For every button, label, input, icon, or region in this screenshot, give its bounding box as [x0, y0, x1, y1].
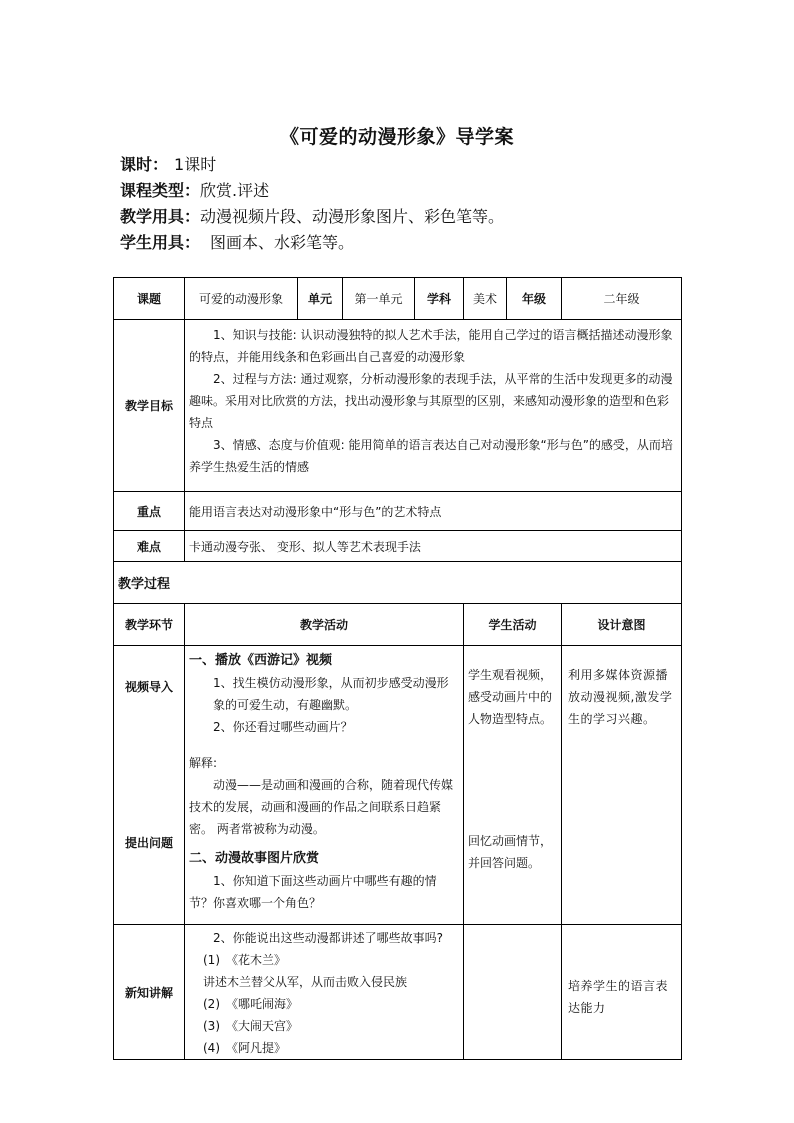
goals-row	[114, 320, 682, 492]
column-header-row	[114, 604, 682, 646]
meta-class-hours	[120, 155, 216, 175]
col-student-activity: 学生活动	[464, 604, 562, 646]
goal-knowledge: 1、知识与技能: 认识动漫独特的拟人艺术手法，能用自己学过的语言概括描述动漫形象的特点，并能用线条和色彩画出自己喜爱的动漫形象	[189, 328, 673, 364]
meta-value: 动漫视频片段、动漫形象图片、彩色笔等。	[200, 207, 505, 226]
activity-line: 1、你知道下面这些动画片中哪些有趣的情节？你喜欢哪一个角色？	[189, 874, 437, 910]
design-intent-cell-2	[562, 925, 682, 1060]
label-goals: 教学目标	[114, 320, 185, 492]
key-row	[114, 492, 682, 531]
student-activity-1: 学生观看视频，感受动画片中的人物造型特点。	[468, 668, 553, 726]
label-unit: 单元	[298, 278, 343, 320]
header-row	[114, 278, 682, 320]
label-grade: 年级	[507, 278, 562, 320]
topic-value: 可爱的动漫形象	[185, 278, 298, 320]
activity-line: 2、你能说出这些动漫都讲述了哪些故事吗?	[213, 931, 444, 945]
design-intent-2: 培养学生的语言表达能力	[568, 979, 669, 1015]
meta-value: 欣赏.评述	[200, 181, 270, 200]
col-stage: 教学环节	[114, 604, 185, 646]
meta-course-type	[120, 181, 269, 201]
student-activity-cell-1	[464, 646, 562, 925]
activity-line: 1、找生模仿动漫形象，从而初步感受动漫形象的可爱生动，有趣幽默。	[213, 676, 449, 712]
student-activity-2: 回忆动画情节，并回答问题。	[468, 834, 553, 870]
activity-content-2	[185, 925, 464, 1060]
goals-content	[185, 320, 682, 492]
meta-student-tools	[120, 233, 354, 253]
story-description: 讲述木兰替父从军，从而击败入侵民族	[203, 975, 408, 989]
meta-label: 教学用具：	[120, 207, 201, 226]
stage-video-intro: 视频导入	[124, 680, 173, 694]
student-activity-cell-2	[464, 925, 562, 1060]
activity-content-1	[185, 646, 464, 925]
activity-heading-1: 一、播放《西游记》视频	[189, 653, 333, 668]
label-topic: 课题	[114, 278, 185, 320]
lesson-plan-table	[113, 277, 682, 1060]
meta-label: 学生用具：	[120, 233, 201, 252]
goal-process: 2、过程与方法: 通过观察，分析动漫形象的表现手法，从平常的生活中发现更多的动漫趣味。采用对比欣赏的方法，找出动漫形象与其原型的区别，来感知动漫形象的造型和色彩特点	[189, 372, 673, 430]
label-key: 重点	[114, 492, 185, 531]
label-process: 教学过程	[114, 562, 682, 604]
activity-line: 动漫——是动画和漫画的合称，随着现代传媒技术的发展，动画和漫画的作品之间联系日趋紧密。 两者常被称为动漫。	[189, 778, 454, 836]
meta-label: 课时：	[120, 155, 169, 174]
difficulty-row	[114, 531, 682, 562]
col-teaching-activity: 教学活动	[185, 604, 464, 646]
label-difficulty: 难点	[114, 531, 185, 562]
goal-attitude: 3、情感、态度与价值观: 能用简单的语言表达自己对动漫形象“形与色”的感受，从而培养学生热爱生活的情感	[189, 438, 673, 474]
stage-cell-1	[114, 646, 185, 925]
activity-row-2	[114, 925, 682, 1060]
story-item: (2) 《哪吒闹海》	[203, 997, 298, 1011]
story-item: (3) 《大闹天宫》	[203, 1019, 298, 1033]
meta-teaching-tools	[120, 207, 504, 227]
activity-line: 解释:	[189, 756, 218, 770]
activity-line: 2、你还看过哪些动画片？	[213, 720, 353, 734]
unit-value: 第一单元	[343, 278, 415, 320]
label-subject: 学科	[415, 278, 464, 320]
meta-label: 课程类型：	[120, 181, 201, 200]
design-intent-1: 利用多媒体资源播放动漫视频,激发学生的学习兴趣。	[568, 668, 673, 726]
subject-value: 美术	[464, 278, 507, 320]
process-row	[114, 562, 682, 604]
activity-heading-2: 二、动漫故事图片欣赏	[189, 851, 320, 866]
story-item: (4) 《阿凡提》	[203, 1041, 286, 1055]
stage-questions: 提出问题	[124, 836, 173, 850]
grade-value: 二年级	[562, 278, 682, 320]
stage-new-knowledge: 新知讲解	[114, 925, 185, 1060]
col-design-intent: 设计意图	[562, 604, 682, 646]
meta-value: 1课时	[174, 155, 217, 174]
difficulty-content: 卡通动漫夸张、 变形、拟人等艺术表现手法	[185, 531, 682, 562]
design-intent-cell-1	[562, 646, 682, 925]
key-content: 能用语言表达对动漫形象中“形与色”的艺术特点	[185, 492, 682, 531]
document-title: 《可爱的动漫形象》导学案	[279, 126, 514, 148]
activity-row-1	[114, 646, 682, 925]
meta-value: 图画本、水彩笔等。	[210, 233, 355, 252]
story-item: (1) 《花木兰》	[203, 953, 286, 967]
